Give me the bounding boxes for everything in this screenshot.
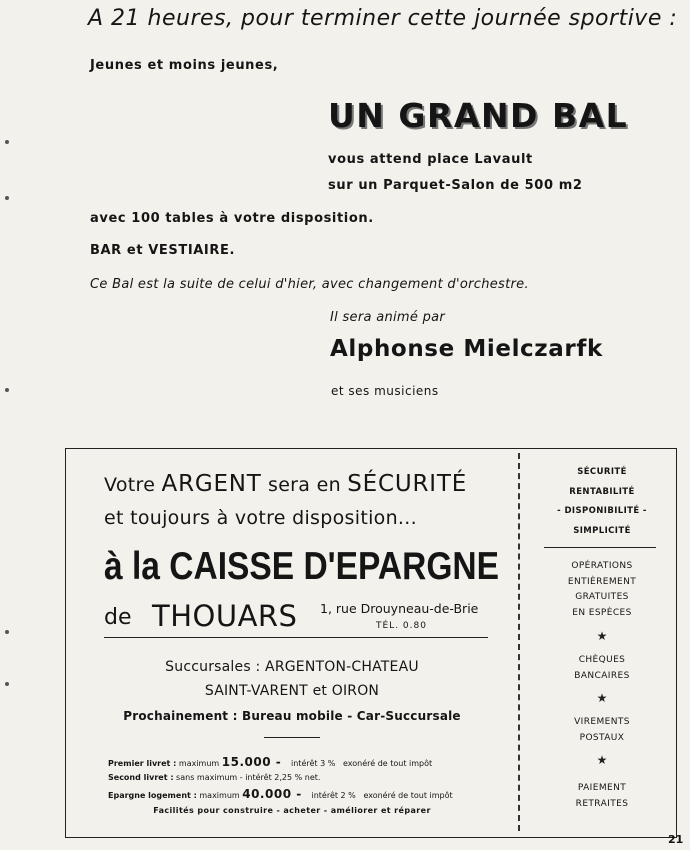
ad-service-text: CHÈQUES	[578, 655, 626, 665]
rate-desc: maximum	[176, 759, 222, 768]
binding-mark	[5, 196, 9, 200]
ad-branches-line-1: Succursales : ARGENTON-CHATEAU	[165, 659, 419, 675]
detail-bar: BAR et VESTIAIRE.	[90, 243, 235, 258]
ad-telephone: TÉL. 0.80	[376, 621, 427, 631]
animated-by-text: Il sera animé par	[330, 310, 446, 325]
ad-service-text: BANCAIRES	[574, 670, 630, 681]
ad-security-line	[104, 471, 467, 497]
star-icon: ★	[596, 629, 608, 643]
note-text: Ce Bal est la suite de celui d'hier, avec changement d'orchestre.	[90, 277, 529, 292]
headline: A 21 heures, pour terminer cette journée sportive :	[88, 6, 678, 31]
rate-interest: intérêt 2 %	[311, 791, 356, 800]
ad-feature: - DISPONIBILITÉ -	[557, 506, 647, 516]
ad-feature-list	[528, 465, 676, 539]
rate-desc: maximum	[196, 791, 243, 800]
binding-mark	[5, 682, 9, 686]
ad-branches-line-2: SAINT-VARENT et OIRON	[204, 683, 380, 699]
ad-dashed-divider	[518, 453, 526, 831]
ad-service-text: OPÉRATIONS	[571, 561, 633, 571]
binding-mark	[5, 140, 9, 144]
ad-address: 1, rue Drouyneau-de-Brie	[320, 601, 479, 616]
ad-side-rule	[544, 547, 656, 548]
ad-divider-rule	[104, 637, 488, 638]
event-title: UN GRAND BAL	[328, 96, 629, 135]
rate-exempt: exonéré de tout impôt	[363, 791, 453, 800]
rate-row	[108, 755, 432, 769]
ad-text: sera en	[261, 474, 348, 496]
musicians-text: et ses musiciens	[331, 384, 439, 398]
binding-mark	[5, 388, 9, 392]
rate-amount: 40.000	[242, 787, 292, 801]
page-number: 21	[668, 833, 684, 846]
ad-service-text: VIREMENTS	[574, 717, 630, 727]
ad-feature: RENTABILITÉ	[569, 486, 635, 497]
rate-label: Premier livret :	[108, 759, 177, 768]
ad-service-text: POSTAUX	[579, 732, 625, 743]
ad-bank-name: à la CAISSE D'EPARGNE	[104, 545, 500, 588]
detail-tables: avec 100 tables à votre disposition.	[90, 211, 374, 226]
ad-availability-line: et toujours à votre disposition...	[104, 507, 417, 529]
ad-side-panel	[528, 449, 676, 837]
rate-row	[108, 787, 453, 801]
rate-dash: -	[291, 787, 307, 801]
ad-city: THOUARS	[152, 599, 298, 633]
savings-bank-advertisement	[65, 448, 677, 838]
ad-service-cash	[528, 559, 676, 621]
orchestra-name: Alphonse Mielczarfk	[330, 336, 603, 362]
rate-exempt: exonéré de tout impôt	[342, 759, 433, 768]
rate-label: Second livret :	[108, 773, 174, 782]
star-icon: ★	[596, 691, 608, 705]
ad-service-text: RETRAITES	[575, 798, 629, 809]
star-icon: ★	[596, 753, 608, 767]
ad-service-transfers	[528, 715, 676, 746]
rate-dash: -	[271, 755, 286, 769]
ad-short-rule	[264, 737, 320, 738]
rate-interest: intérêt 3 %	[291, 759, 336, 768]
ad-text: Votre	[104, 474, 162, 496]
ad-money-word: ARGENT	[161, 471, 262, 497]
ad-feature: SIMPLICITÉ	[573, 525, 631, 536]
ad-service-text: EN ESPÈCES	[572, 607, 632, 618]
ad-security-word: SÉCURITÉ	[347, 471, 468, 497]
ad-facilities: Facilités pour construire - acheter - améliorer et réparer	[153, 806, 431, 815]
binding-mark	[5, 630, 9, 634]
ad-main-panel	[66, 449, 518, 837]
ad-service-cheques	[528, 653, 676, 684]
ad-service-pensions	[528, 781, 676, 812]
ad-service-text: ENTIÈREMENT	[567, 576, 637, 587]
rate-desc: sans maximum - intérêt 2,25 % net.	[173, 773, 321, 782]
detail-location: vous attend place Lavault	[328, 152, 533, 167]
ad-feature: SÉCURITÉ	[577, 467, 627, 477]
ad-de-word: de	[104, 605, 132, 630]
detail-dance-floor: sur un Parquet-Salon de 500 m2	[328, 178, 583, 193]
ad-service-text: PAIEMENT	[577, 783, 627, 793]
ad-service-text: GRATUITES	[575, 592, 629, 602]
ad-mobile-office: Prochainement : Bureau mobile - Car-Succursale	[123, 709, 461, 723]
intro-text: Jeunes et moins jeunes,	[90, 58, 279, 73]
rate-row	[108, 773, 320, 782]
rate-label: Epargne logement :	[108, 791, 197, 800]
rate-amount: 15.000	[221, 755, 272, 769]
